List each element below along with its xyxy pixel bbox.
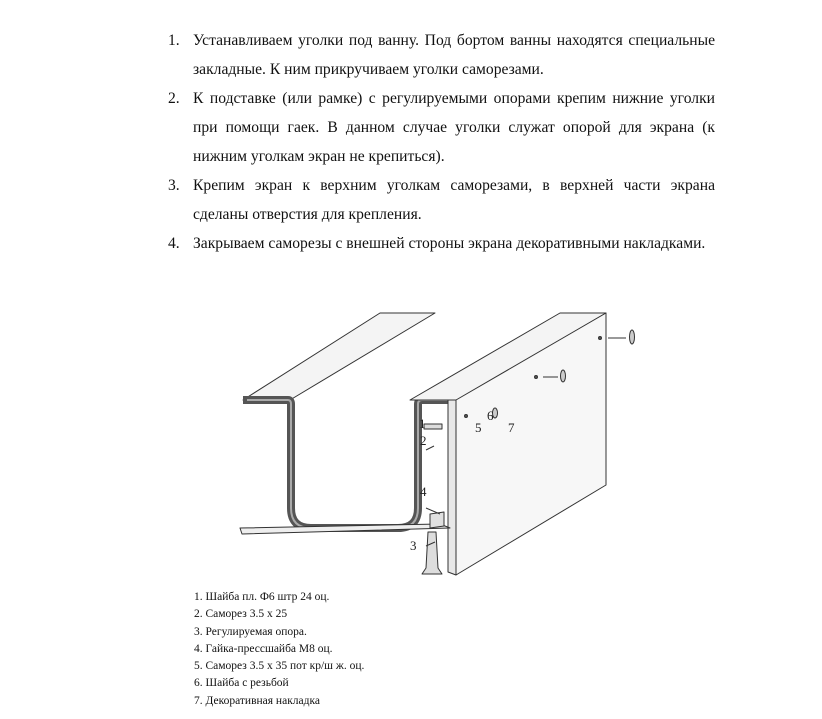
hole-marker (599, 337, 602, 340)
step-number: 1. (168, 32, 180, 49)
callout-2: 2 (420, 433, 427, 448)
support-leg (422, 532, 442, 574)
step-number: 2. (168, 90, 180, 107)
legend-item: 5. Саморез 3.5 х 35 пот кр/ш ж. оц. (194, 660, 365, 673)
step-text: Закрываем саморезы с внешней стороны экрана декоративными накладками. (193, 235, 706, 252)
step-text: Крепим экран к верхним уголкам саморезами, в верхней части экрана сделаны отверстия для крепления. (193, 177, 715, 223)
step-number: 3. (168, 177, 180, 194)
support-bracket (430, 512, 444, 528)
step-text: К подставке (или рамке) с регулируемыми опорами крепим нижние уголки при помощи гаек. В данном случае уголки служат опорой для экрана (к нижним уголкам экран не крепиться). (193, 90, 715, 165)
legend-item: 1. Шайба пл. Ф6 штр 24 оц. (194, 591, 330, 603)
legend-item: 6. Шайба с резьбой (194, 677, 289, 690)
callout-5: 5 (475, 420, 482, 435)
callout-7: 7 (508, 420, 515, 435)
callout-4: 4 (420, 484, 427, 499)
step-item (168, 26, 715, 84)
step-item (168, 229, 715, 258)
hole-marker (535, 376, 538, 379)
installation-diagram (230, 300, 670, 585)
legend-item: 7. Декоративная накладка (194, 694, 320, 707)
legend-item: 4. Гайка-прессшайба М8 оц. (194, 642, 333, 655)
legend-item: 3. Регулируемая опора. (194, 625, 307, 638)
base-rail (240, 524, 450, 534)
legend-item: 2. Саморез 3.5 х 25 (194, 608, 288, 621)
instruction-steps (168, 26, 715, 258)
washer-screw (424, 424, 442, 429)
step-number: 4. (168, 235, 180, 252)
decor-cap (630, 330, 635, 344)
callout-3: 3 (410, 538, 417, 553)
step-item (168, 84, 715, 171)
decor-cap (561, 370, 566, 382)
step-item (168, 171, 715, 229)
hole-marker (465, 415, 468, 418)
leader-line (426, 446, 434, 450)
callout-1: 1 (419, 416, 426, 431)
callout-6: 6 (487, 408, 494, 423)
step-text: Устанавливаем уголки под ванну. Под бортом ванны находятся специальные закладные. К ним прикручиваем уголки саморезами. (193, 32, 715, 78)
screen-edge (448, 400, 456, 575)
left-ledge (243, 313, 435, 400)
parts-legend (194, 589, 364, 710)
